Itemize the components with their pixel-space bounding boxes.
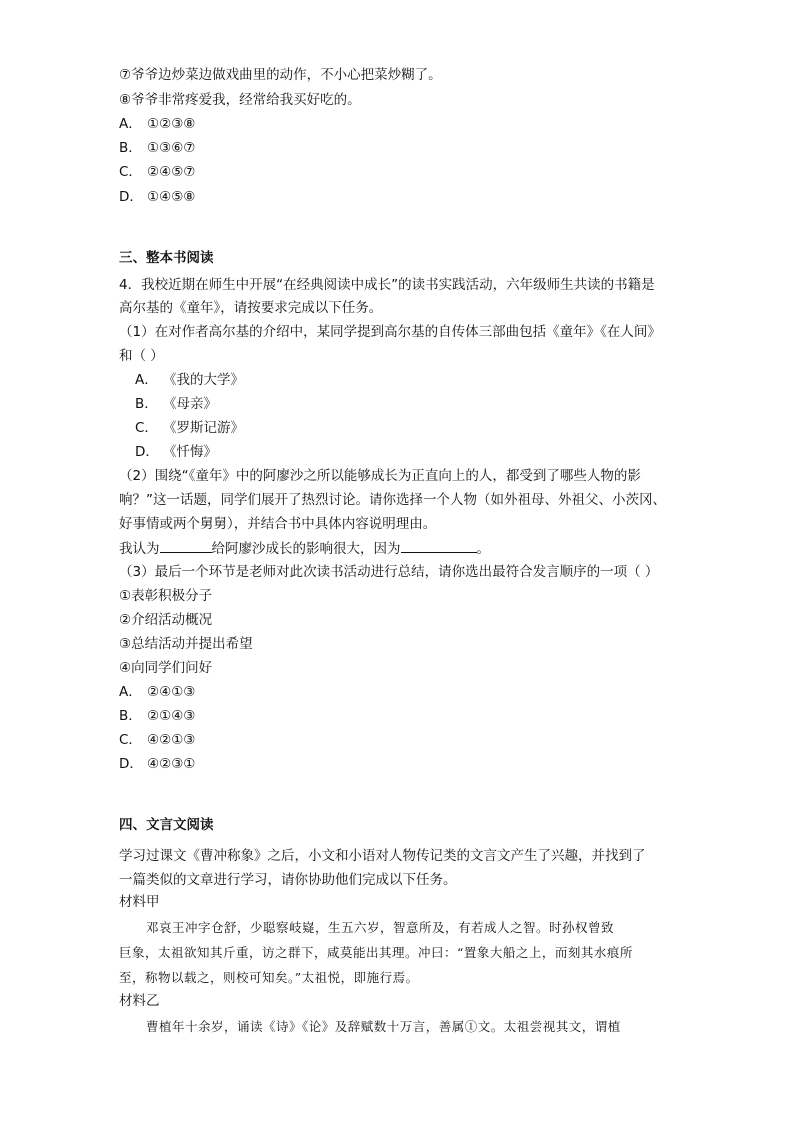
option-label: C．	[135, 420, 158, 436]
option-label: B．	[135, 396, 158, 412]
option-value: ④②①③	[147, 732, 196, 748]
answer-middle: 给阿廖沙成长的影响很大，因为	[211, 541, 401, 557]
q4-sub3-item-4: ④向同学们问好	[119, 660, 213, 676]
material-a-line1: 邓哀王冲字仓舒，少聪察岐嶷，生五六岁，智意所及，有若成人之智。时孙权曾致	[146, 920, 615, 935]
answer-blank-reason[interactable]	[401, 538, 477, 553]
option-value: 《罗斯记游》	[163, 420, 244, 436]
material-b-title: 材料乙	[119, 993, 160, 1009]
q4-sub1-line2: 和（ ）	[119, 348, 164, 364]
q4-sub3-item-2: ②介绍活动概况	[119, 612, 213, 628]
q4-sub2-line2: 响？”这一话题，同学们展开了热烈讨论。请你选择一个人物（如外祖母、外祖父、小茨冈、	[119, 492, 666, 508]
option-label: D．	[119, 756, 143, 772]
q4-sub3-item-1: ①表彰积极分子	[119, 588, 213, 604]
q4-sub1-option-c[interactable]	[135, 418, 244, 438]
option-value: ①④⑤⑧	[147, 189, 196, 205]
option-value: 《母亲》	[163, 396, 217, 412]
option-value: 《我的大学》	[163, 372, 244, 388]
option-label: C．	[119, 732, 142, 748]
option-label: A．	[135, 372, 158, 388]
q4-sub3-option-a[interactable]	[119, 682, 195, 702]
q4-sub3-option-c[interactable]	[119, 730, 195, 750]
s4-intro-line2: 一篇类似的文章进行学习，请你协助他们完成以下任务。	[119, 872, 457, 888]
q4-sub3-option-b[interactable]	[119, 706, 195, 726]
option-value: ④②③①	[147, 756, 196, 772]
section-heading-classical-chinese: 四、文言文阅读	[119, 817, 214, 833]
option-label: A．	[119, 684, 142, 700]
q3-option-c[interactable]	[119, 162, 195, 182]
option-value: ①②③⑧	[147, 116, 196, 132]
option-label: D．	[119, 189, 143, 205]
option-value: ②④①③	[147, 684, 196, 700]
material-a-line2: 巨象，太祖欲知其斤重，访之群下，咸莫能出其理。冲曰：“置象大船之上，而刻其水痕所	[119, 945, 633, 960]
q4-sub1-option-d[interactable]	[135, 442, 217, 462]
q3-option-a[interactable]	[119, 114, 195, 134]
q4-sub2-answer	[119, 538, 490, 559]
q4-sub1-line1: （1）在对作者高尔基的介绍中，某同学提到高尔基的自传体三部曲包括《童年》《在人间》	[119, 324, 661, 340]
s4-intro-line1: 学习过课文《曹冲称象》之后，小文和小语对人物传记类的文言文产生了兴趣，并找到了	[119, 848, 646, 864]
option-label: C．	[119, 164, 142, 180]
q4-sub1-option-a[interactable]	[135, 370, 244, 390]
q4-sub3-item-3: ③总结活动并提出希望	[119, 636, 253, 652]
material-a-title: 材料甲	[119, 894, 160, 910]
option-label: D．	[135, 444, 159, 460]
option-value: ①③⑥⑦	[147, 140, 196, 156]
q4-sub2-line1: （2）围绕“《童年》中的阿廖沙之所以能够成长为正直向上的人，都受到了哪些人物的影	[119, 468, 641, 484]
option-label: A．	[119, 116, 142, 132]
q4-sub2-line3: 好事情或两个舅舅），并结合书中具体内容说明理由。	[119, 516, 437, 532]
option-value: 《忏悔》	[163, 444, 217, 460]
q4-intro-line2: 高尔基的《童年》，请按要求完成以下任务。	[119, 300, 383, 316]
section-heading-whole-book: 三、整本书阅读	[119, 250, 214, 266]
answer-prefix: 我认为	[119, 541, 160, 557]
q3-statement-7: ⑦爷爷边炒菜边做戏曲里的动作，不小心把菜炒糊了。	[119, 67, 442, 83]
q3-statement-8: ⑧爷爷非常疼爱我，经常给我买好吃的。	[119, 92, 361, 108]
q3-option-b[interactable]	[119, 138, 195, 158]
answer-suffix: 。	[476, 541, 490, 557]
option-value: ②④⑤⑦	[147, 164, 196, 180]
answer-blank-person[interactable]	[160, 538, 212, 553]
option-value: ②①④③	[147, 708, 196, 724]
q4-sub3-option-d[interactable]	[119, 754, 195, 774]
q4-sub3-line1: （3）最后一个环节是老师对此次读书活动进行总结，请你选出最符合发言顺序的一项（ ）	[119, 564, 659, 580]
q4-intro-line1: 4．我校近期在师生中开展“在经典阅读中成长”的读书实践活动，六年级师生共读的书籍是	[119, 277, 655, 293]
q4-sub1-option-b[interactable]	[135, 394, 217, 414]
q3-option-d[interactable]	[119, 187, 195, 207]
option-label: B．	[119, 708, 142, 724]
option-label: B．	[119, 140, 142, 156]
material-b-line1: 曹植年十余岁，诵读《诗》《论》及辞赋数十万言，善属①文。太祖尝视其文，谓植	[146, 1019, 621, 1034]
material-a-line3: 至，称物以载之，则校可知矣。”太祖悦，即施行焉。	[119, 970, 419, 985]
